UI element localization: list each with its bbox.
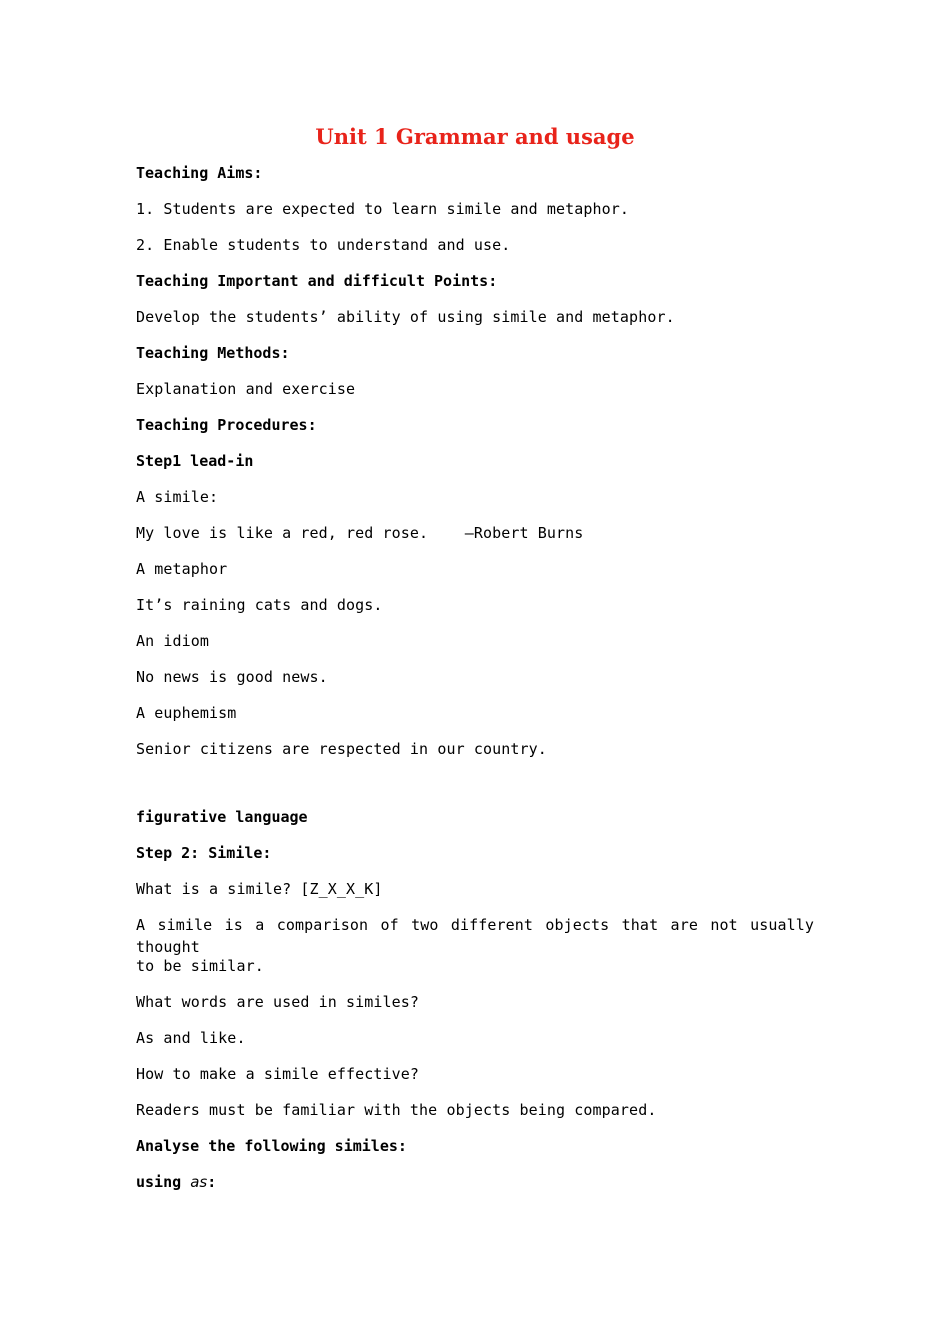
- analyse-heading: Analyse the following similes:: [136, 1137, 407, 1155]
- points-text: Develop the students’ ability of using simile and metaphor.: [136, 308, 675, 326]
- document-title: Unit 1 Grammar and usage: [315, 124, 635, 149]
- question-1: What is a simile? [Z_X_X_K]: [136, 880, 383, 898]
- euphemism-example: Senior citizens are respected in our country.: [136, 740, 547, 758]
- methods-text: Explanation and exercise: [136, 380, 356, 398]
- aim-item-1: 1. Students are expected to learn simile and metaphor.: [136, 200, 630, 218]
- figurative-heading: figurative language: [136, 808, 308, 826]
- using-label: using: [136, 1173, 191, 1191]
- simile-label: A simile:: [136, 488, 219, 506]
- answer-3: Readers must be familiar with the objects being compared.: [136, 1101, 657, 1119]
- step2-heading: Step 2: Simile:: [136, 844, 272, 862]
- aims-heading: Teaching Aims:: [136, 164, 263, 182]
- simile-example: My love is like a red, red rose. —Robert Burns: [136, 524, 584, 542]
- points-heading: Teaching Important and difficult Points:: [136, 272, 498, 290]
- using-colon: :: [207, 1173, 217, 1191]
- aim-item-2: 2. Enable students to understand and use.: [136, 236, 511, 254]
- step1-heading: Step1 lead-in: [136, 452, 254, 470]
- metaphor-label: A metaphor: [136, 560, 228, 578]
- procedures-heading: Teaching Procedures:: [136, 416, 317, 434]
- answer-2: As and like.: [136, 1029, 246, 1047]
- idiom-example: No news is good news.: [136, 668, 328, 686]
- question-3: How to make a simile effective?: [136, 1065, 420, 1083]
- euphemism-label: A euphemism: [136, 704, 237, 722]
- using-as-line: [136, 1171, 826, 1193]
- idiom-label: An idiom: [136, 632, 210, 650]
- metaphor-example: It’s raining cats and dogs.: [136, 596, 383, 614]
- question-2: What words are used in similes?: [136, 993, 420, 1011]
- using-word: as: [190, 1173, 208, 1191]
- answer-1-line-1: A simile is a comparison of two different objects that are not usually thought: [136, 916, 814, 956]
- answer-1-line-2: to be similar.: [136, 957, 264, 975]
- methods-heading: Teaching Methods:: [136, 344, 290, 362]
